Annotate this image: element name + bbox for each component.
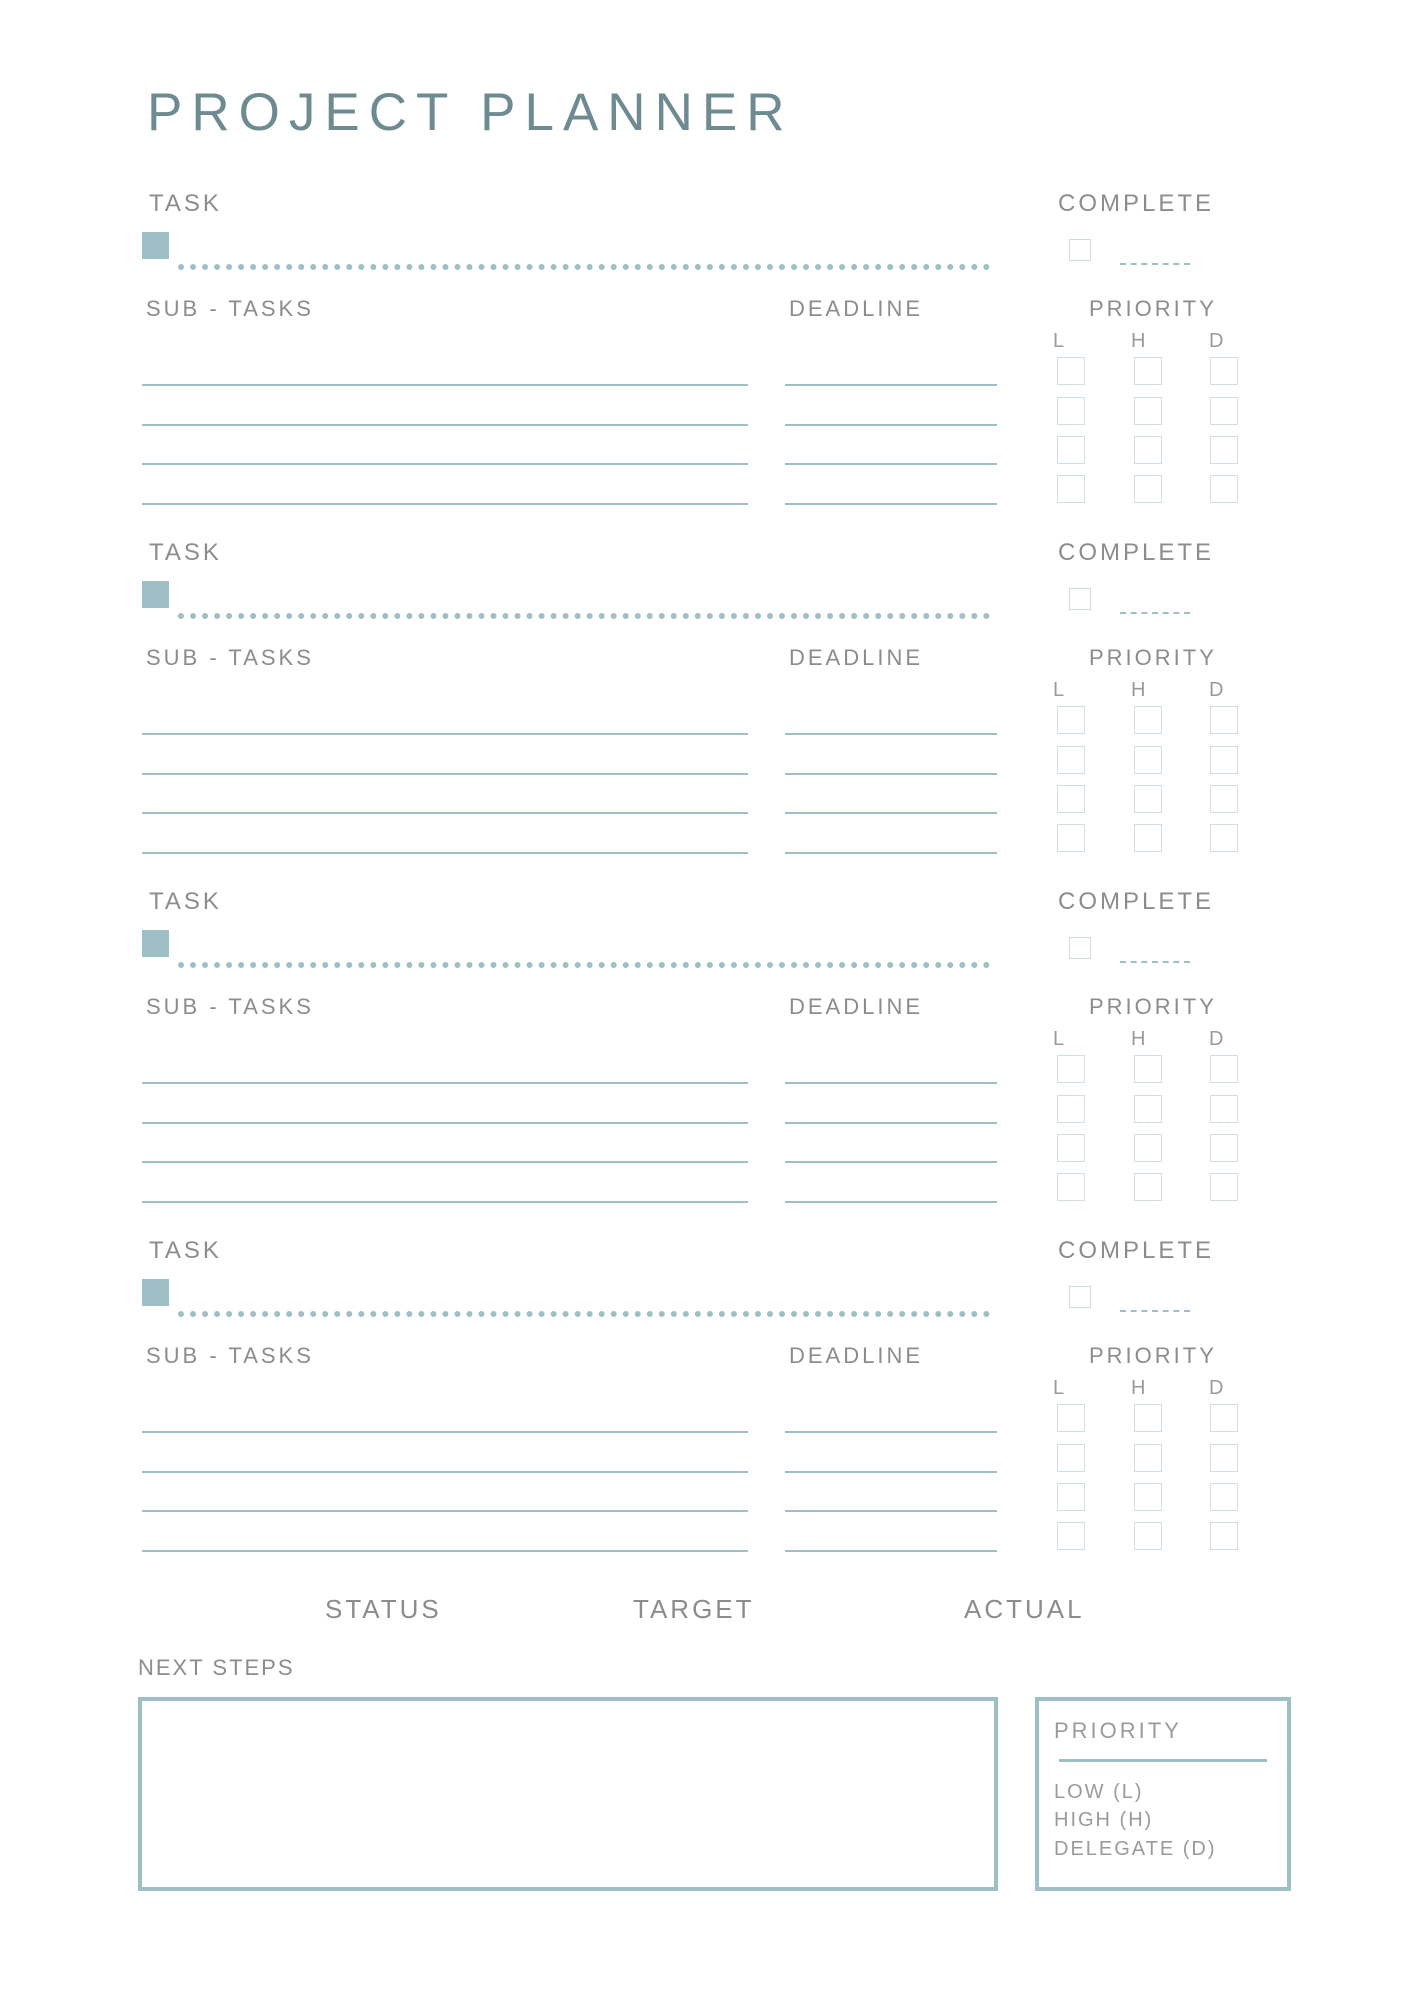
- priority-col-delegate-2: D: [1209, 679, 1225, 701]
- subtask-line-1-3[interactable]: [142, 463, 748, 465]
- deadline-line-2-1[interactable]: [785, 733, 997, 735]
- priority-col-delegate-1: D: [1209, 330, 1225, 352]
- subtask-line-4-4[interactable]: [142, 1550, 748, 1552]
- task-label-4: TASK: [149, 1237, 222, 1264]
- priority-delegate-checkbox-1-3[interactable]: [1210, 436, 1238, 464]
- subtask-line-4-3[interactable]: [142, 1510, 748, 1512]
- status-label: STATUS: [325, 1594, 442, 1624]
- priority-low-checkbox-3-3[interactable]: [1057, 1134, 1085, 1162]
- priority-col-delegate-4: D: [1209, 1377, 1225, 1399]
- priority-high-checkbox-2-2[interactable]: [1134, 746, 1162, 774]
- priority-low-checkbox-2-1[interactable]: [1057, 706, 1085, 734]
- priority-low-checkbox-4-2[interactable]: [1057, 1444, 1085, 1472]
- priority-col-high-3: H: [1131, 1028, 1147, 1050]
- deadline-line-1-2[interactable]: [785, 424, 997, 426]
- priority-high-checkbox-3-3[interactable]: [1134, 1134, 1162, 1162]
- subtask-line-3-2[interactable]: [142, 1122, 748, 1124]
- target-label: TARGET: [633, 1594, 755, 1624]
- deadline-line-1-3[interactable]: [785, 463, 997, 465]
- priority-delegate-checkbox-1-1[interactable]: [1210, 357, 1238, 385]
- priority-high-checkbox-1-4[interactable]: [1134, 475, 1162, 503]
- actual-label: ACTUAL: [964, 1594, 1085, 1624]
- deadline-line-3-3[interactable]: [785, 1161, 997, 1163]
- complete-checkbox-1[interactable]: [1069, 239, 1091, 261]
- deadline-label-3: DEADLINE: [789, 994, 924, 1019]
- priority-high-checkbox-2-3[interactable]: [1134, 785, 1162, 813]
- task-name-field-1[interactable]: [178, 264, 990, 270]
- priority-col-high-1: H: [1131, 330, 1147, 352]
- task-name-field-4[interactable]: [178, 1311, 990, 1317]
- priority-high-checkbox-1-3[interactable]: [1134, 436, 1162, 464]
- priority-delegate-checkbox-3-2[interactable]: [1210, 1095, 1238, 1123]
- priority-col-high-2: H: [1131, 679, 1147, 701]
- subtask-line-2-1[interactable]: [142, 733, 748, 735]
- task-marker-3: [142, 930, 169, 957]
- legend-high: HIGH (H): [1054, 1809, 1154, 1831]
- page-title: PROJECT PLANNER: [147, 83, 794, 142]
- task-name-field-3[interactable]: [178, 962, 990, 968]
- complete-label-1: COMPLETE: [1058, 190, 1215, 217]
- deadline-line-2-2[interactable]: [785, 773, 997, 775]
- priority-delegate-checkbox-2-2[interactable]: [1210, 746, 1238, 774]
- priority-delegate-checkbox-4-3[interactable]: [1210, 1483, 1238, 1511]
- task-marker-2: [142, 581, 169, 608]
- priority-high-checkbox-4-2[interactable]: [1134, 1444, 1162, 1472]
- priority-low-checkbox-1-2[interactable]: [1057, 397, 1085, 425]
- complete-label-3: COMPLETE: [1058, 888, 1215, 915]
- priority-low-checkbox-4-4[interactable]: [1057, 1522, 1085, 1550]
- deadline-line-4-4[interactable]: [785, 1550, 997, 1552]
- complete-date-field-1[interactable]: [1120, 263, 1190, 265]
- priority-col-low-4: L: [1053, 1377, 1066, 1399]
- subtasks-label-4: SUB - TASKS: [146, 1343, 314, 1368]
- task-name-field-2[interactable]: [178, 613, 990, 619]
- priority-delegate-checkbox-2-1[interactable]: [1210, 706, 1238, 734]
- priority-col-low-1: L: [1053, 330, 1066, 352]
- priority-low-checkbox-3-4[interactable]: [1057, 1173, 1085, 1201]
- priority-high-checkbox-3-2[interactable]: [1134, 1095, 1162, 1123]
- subtask-line-3-3[interactable]: [142, 1161, 748, 1163]
- priority-delegate-checkbox-4-1[interactable]: [1210, 1404, 1238, 1432]
- next-steps-label: NEXT STEPS: [138, 1655, 295, 1680]
- complete-label-2: COMPLETE: [1058, 539, 1215, 566]
- priority-delegate-checkbox-2-3[interactable]: [1210, 785, 1238, 813]
- subtasks-label-2: SUB - TASKS: [146, 645, 314, 670]
- priority-col-high-4: H: [1131, 1377, 1147, 1399]
- complete-checkbox-3[interactable]: [1069, 937, 1091, 959]
- priority-delegate-checkbox-1-4[interactable]: [1210, 475, 1238, 503]
- next-steps-textarea[interactable]: [138, 1697, 998, 1891]
- complete-label-4: COMPLETE: [1058, 1237, 1215, 1264]
- subtask-line-3-4[interactable]: [142, 1201, 748, 1203]
- task-marker-1: [142, 232, 169, 259]
- deadline-line-4-3[interactable]: [785, 1510, 997, 1512]
- priority-low-checkbox-2-4[interactable]: [1057, 824, 1085, 852]
- task-label-1: TASK: [149, 190, 222, 217]
- priority-high-checkbox-3-1[interactable]: [1134, 1055, 1162, 1083]
- subtask-line-3-1[interactable]: [142, 1082, 748, 1084]
- priority-low-checkbox-1-3[interactable]: [1057, 436, 1085, 464]
- priority-label-3: PRIORITY: [1089, 994, 1217, 1019]
- legend-divider: [1059, 1759, 1267, 1762]
- priority-high-checkbox-4-3[interactable]: [1134, 1483, 1162, 1511]
- complete-date-field-2[interactable]: [1120, 612, 1190, 614]
- deadline-label-4: DEADLINE: [789, 1343, 924, 1368]
- complete-date-field-4[interactable]: [1120, 1310, 1190, 1312]
- priority-low-checkbox-2-2[interactable]: [1057, 746, 1085, 774]
- priority-legend: [1035, 1697, 1291, 1891]
- subtask-line-2-4[interactable]: [142, 852, 748, 854]
- priority-col-delegate-3: D: [1209, 1028, 1225, 1050]
- priority-delegate-checkbox-4-4[interactable]: [1210, 1522, 1238, 1550]
- task-label-2: TASK: [149, 539, 222, 566]
- priority-col-low-2: L: [1053, 679, 1066, 701]
- subtask-line-4-2[interactable]: [142, 1471, 748, 1473]
- priority-delegate-checkbox-4-2[interactable]: [1210, 1444, 1238, 1472]
- priority-low-checkbox-2-3[interactable]: [1057, 785, 1085, 813]
- deadline-line-4-2[interactable]: [785, 1471, 997, 1473]
- priority-high-checkbox-1-2[interactable]: [1134, 397, 1162, 425]
- deadline-line-4-1[interactable]: [785, 1431, 997, 1433]
- complete-date-field-3[interactable]: [1120, 961, 1190, 963]
- deadline-line-3-1[interactable]: [785, 1082, 997, 1084]
- priority-label-2: PRIORITY: [1089, 645, 1217, 670]
- priority-low-checkbox-3-2[interactable]: [1057, 1095, 1085, 1123]
- task-marker-4: [142, 1279, 169, 1306]
- deadline-label-2: DEADLINE: [789, 645, 924, 670]
- priority-delegate-checkbox-1-2[interactable]: [1210, 397, 1238, 425]
- subtasks-label-1: SUB - TASKS: [146, 296, 314, 321]
- subtask-line-1-1[interactable]: [142, 384, 748, 386]
- deadline-line-2-4[interactable]: [785, 852, 997, 854]
- priority-high-checkbox-1-1[interactable]: [1134, 357, 1162, 385]
- priority-delegate-checkbox-3-1[interactable]: [1210, 1055, 1238, 1083]
- priority-col-low-3: L: [1053, 1028, 1066, 1050]
- deadline-line-1-4[interactable]: [785, 503, 997, 505]
- deadline-line-3-4[interactable]: [785, 1201, 997, 1203]
- priority-delegate-checkbox-3-3[interactable]: [1210, 1134, 1238, 1162]
- priority-low-checkbox-1-4[interactable]: [1057, 475, 1085, 503]
- deadline-line-3-2[interactable]: [785, 1122, 997, 1124]
- deadline-line-1-1[interactable]: [785, 384, 997, 386]
- priority-low-checkbox-4-3[interactable]: [1057, 1483, 1085, 1511]
- legend-delegate: DELEGATE (D): [1054, 1838, 1217, 1860]
- priority-low-checkbox-4-1[interactable]: [1057, 1404, 1085, 1432]
- subtask-line-1-4[interactable]: [142, 503, 748, 505]
- priority-high-checkbox-2-1[interactable]: [1134, 706, 1162, 734]
- priority-low-checkbox-1-1[interactable]: [1057, 357, 1085, 385]
- subtask-line-2-2[interactable]: [142, 773, 748, 775]
- priority-high-checkbox-2-4[interactable]: [1134, 824, 1162, 852]
- complete-checkbox-4[interactable]: [1069, 1286, 1091, 1308]
- priority-label-4: PRIORITY: [1089, 1343, 1217, 1368]
- legend-title: PRIORITY: [1054, 1718, 1182, 1743]
- deadline-line-2-3[interactable]: [785, 812, 997, 814]
- subtask-line-1-2[interactable]: [142, 424, 748, 426]
- deadline-label-1: DEADLINE: [789, 296, 924, 321]
- priority-high-checkbox-4-4[interactable]: [1134, 1522, 1162, 1550]
- priority-delegate-checkbox-2-4[interactable]: [1210, 824, 1238, 852]
- legend-low: LOW (L): [1054, 1781, 1144, 1803]
- priority-high-checkbox-3-4[interactable]: [1134, 1173, 1162, 1201]
- subtask-line-4-1[interactable]: [142, 1431, 748, 1433]
- priority-delegate-checkbox-3-4[interactable]: [1210, 1173, 1238, 1201]
- task-label-3: TASK: [149, 888, 222, 915]
- complete-checkbox-2[interactable]: [1069, 588, 1091, 610]
- subtasks-label-3: SUB - TASKS: [146, 994, 314, 1019]
- subtask-line-2-3[interactable]: [142, 812, 748, 814]
- priority-label-1: PRIORITY: [1089, 296, 1217, 321]
- priority-low-checkbox-3-1[interactable]: [1057, 1055, 1085, 1083]
- priority-high-checkbox-4-1[interactable]: [1134, 1404, 1162, 1432]
